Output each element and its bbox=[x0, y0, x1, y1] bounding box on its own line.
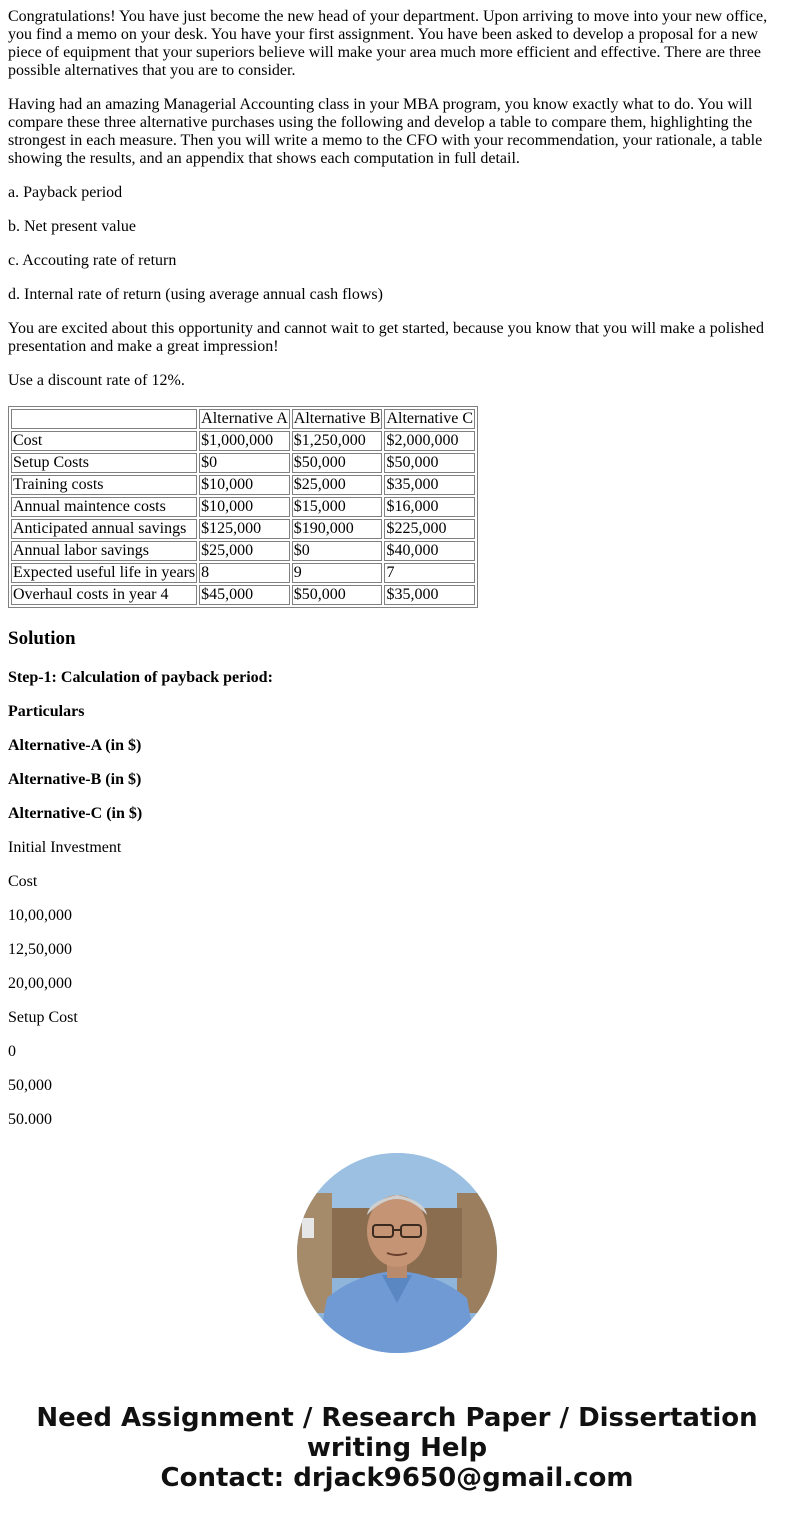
table-header-cell: Alternative A bbox=[201, 410, 288, 427]
author-avatar bbox=[297, 1153, 497, 1353]
particulars-label: Particulars bbox=[8, 703, 85, 720]
table-cell: $125,000 bbox=[199, 519, 290, 539]
alternatives-table bbox=[8, 406, 478, 608]
table-cell: $10,000 bbox=[199, 475, 290, 495]
table-cell: $15,000 bbox=[292, 497, 383, 517]
table-row bbox=[11, 541, 475, 561]
table-cell: $1,000,000 bbox=[199, 431, 290, 451]
table-cell: Annual labor savings bbox=[11, 541, 197, 561]
table-row bbox=[11, 475, 475, 495]
solution-line: 12,50,000 bbox=[8, 941, 72, 958]
table-cell: Setup Costs bbox=[11, 453, 197, 473]
table-cell: Anticipated annual savings bbox=[11, 519, 197, 539]
document-body bbox=[8, 8, 786, 1145]
table-cell: Overhaul costs in year 4 bbox=[11, 585, 197, 605]
list-item-payback: a. Payback period bbox=[8, 184, 123, 201]
table-row bbox=[11, 431, 475, 451]
list-item-irr: d. Internal rate of return (using average annual cash flows) bbox=[8, 286, 383, 303]
table-cell: 8 bbox=[199, 563, 290, 583]
solution-line: Initial Investment bbox=[8, 839, 122, 856]
table-cell: $25,000 bbox=[199, 541, 290, 561]
table-cell: $35,000 bbox=[384, 475, 475, 495]
alternative-a-label: Alternative-A (in $) bbox=[8, 737, 142, 754]
table-cell: $50,000 bbox=[292, 453, 383, 473]
table-cell: $50,000 bbox=[292, 585, 383, 605]
alternative-c-label: Alternative-C (in $) bbox=[8, 805, 143, 822]
step1-heading: Step-1: Calculation of payback period: bbox=[8, 669, 273, 686]
discount-rate-note: Use a discount rate of 12%. bbox=[8, 372, 185, 389]
portrait-image bbox=[297, 1153, 497, 1353]
table-cell: $25,000 bbox=[292, 475, 383, 495]
table-cell: $35,000 bbox=[384, 585, 475, 605]
table-row bbox=[11, 497, 475, 517]
table-cell: 7 bbox=[384, 563, 475, 583]
banner-contact-email: Contact: drjack9650@gmail.com bbox=[160, 1463, 634, 1493]
table-row bbox=[11, 563, 475, 583]
table-cell: Expected useful life in years bbox=[13, 564, 196, 581]
solution-line: 0 bbox=[8, 1043, 16, 1060]
table-cell: Annual maintence costs bbox=[11, 497, 197, 517]
table-cell: $225,000 bbox=[384, 519, 475, 539]
table-row bbox=[11, 585, 475, 605]
table-cell: $16,000 bbox=[384, 497, 475, 517]
table-cell: $50,000 bbox=[384, 453, 475, 473]
table-cell: $40,000 bbox=[384, 541, 475, 561]
solution-heading: Solution bbox=[8, 628, 76, 649]
table-cell: 9 bbox=[292, 563, 383, 583]
banner-line-1: Need Assignment / Research Paper / Dissertation bbox=[36, 1403, 758, 1433]
table-header-row bbox=[11, 409, 475, 429]
solution-line: 20,00,000 bbox=[8, 975, 72, 992]
table-cell: Cost bbox=[11, 431, 197, 451]
solution-line: 50.000 bbox=[8, 1111, 52, 1128]
solution-line: 50,000 bbox=[8, 1077, 52, 1094]
table-cell: $190,000 bbox=[292, 519, 383, 539]
table-header-cell: Alternative B bbox=[293, 410, 381, 427]
alternative-b-label: Alternative-B (in $) bbox=[8, 771, 142, 788]
table-header-cell: Alternative C bbox=[386, 410, 474, 427]
table-cell: $0 bbox=[199, 453, 290, 473]
banner-line-2: writing Help bbox=[306, 1433, 488, 1463]
table-cell: $0 bbox=[292, 541, 383, 561]
intro-paragraph-2: Having had an amazing Managerial Accounting class in your MBA program, you know exactly what to do. You will compare these three alternative purchases using the following and develop a table to compare them, highlighting the strongest in each measure. Then you will write a memo to the CFO with your recommendation, your rationale, a table showing the results, and an appendix that shows each computation in full detail. bbox=[8, 96, 763, 167]
list-item-npv: b. Net present value bbox=[8, 218, 136, 235]
table-cell: $45,000 bbox=[199, 585, 290, 605]
table-header-cell bbox=[11, 409, 197, 429]
contact-banner bbox=[0, 1403, 794, 1493]
table-cell: Training costs bbox=[11, 475, 197, 495]
intro-paragraph-3: You are excited about this opportunity and cannot wait to get started, because you know that you will make a polished presentation and make a great impression! bbox=[8, 320, 764, 355]
table-row bbox=[11, 519, 475, 539]
solution-line: 10,00,000 bbox=[8, 907, 72, 924]
intro-paragraph-1: Congratulations! You have just become the new head of your department. Upon arriving to move into your new office, you find a memo on your desk. You have your first assignment. You have been asked to develop a proposal for a new piece of equipment that your superiors believe will make your area much more efficient and effective. There are three possible alternatives that you are to consider. bbox=[8, 8, 768, 79]
solution-line: Setup Cost bbox=[8, 1009, 78, 1026]
table-cell: $10,000 bbox=[199, 497, 290, 517]
table-row bbox=[11, 453, 475, 473]
table-cell: $2,000,000 bbox=[384, 431, 475, 451]
solution-line: Cost bbox=[8, 873, 38, 890]
list-item-arr: c. Accouting rate of return bbox=[8, 252, 177, 269]
table-cell: $1,250,000 bbox=[292, 431, 383, 451]
